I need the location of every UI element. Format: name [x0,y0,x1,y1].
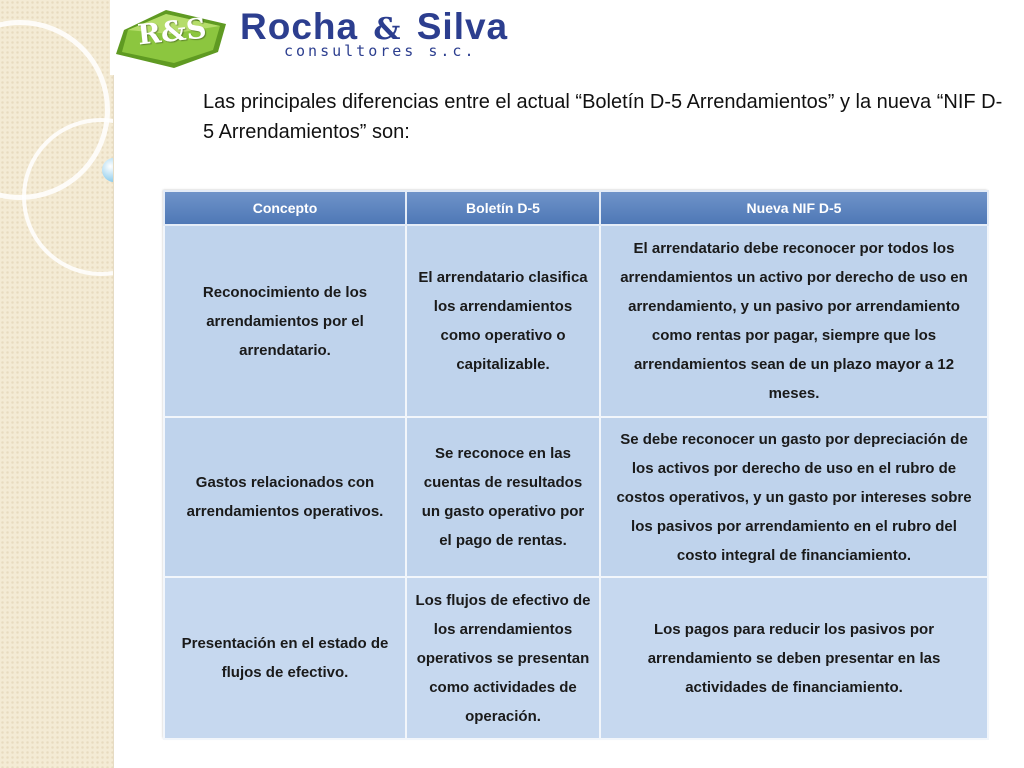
table-row [164,417,988,577]
company-logo [110,0,520,75]
company-name-ampersand: & [373,12,402,47]
header-concepto: Concepto [164,191,406,225]
cell-boletin: Los flujos de efectivo de los arrendamientos operativos se presentan como actividades de operación. [406,577,600,739]
company-subtitle: consultores s.c. [284,42,477,60]
company-name-part2: Silva [416,6,509,47]
cell-boletin: El arrendatario clasifica los arrendamientos como operativo o capitalizable. [406,225,600,417]
comparison-table-container [163,190,987,738]
cell-nif: El arrendatario debe reconocer por todos los arrendamientos un activo por derecho de uso en arrendamiento, y un pasivo por arrendamiento como rentas por pagar, siempre que los arrendamientos sean de un plazo mayor a 12 meses. [600,225,988,417]
comparison-table [163,190,989,740]
cell-concepto: Gastos relacionados con arrendamientos operativos. [164,417,406,577]
cell-nif: Se debe reconocer un gasto por depreciación de los activos por derecho de uso en el rubro de costos operativos, y un gasto por intereses sobre los pasivos por arrendamiento en el rubro del costo integral de financiamiento. [600,417,988,577]
cell-concepto: Presentación en el estado de flujos de efectivo. [164,577,406,739]
cell-boletin: Se reconoce en las cuentas de resultados un gasto operativo por el pago de rentas. [406,417,600,577]
decorative-side-strip [0,0,114,768]
logo-monogram: R&S [136,11,208,52]
header-boletin: Boletín D-5 [406,191,600,225]
cell-nif: Los pagos para reducir los pasivos por arrendamiento se deben presentar en las actividades de financiamiento. [600,577,988,739]
header-nif: Nueva NIF D-5 [600,191,988,225]
table-row [164,225,988,417]
table-row [164,577,988,739]
table-header-row [164,191,988,225]
intro-text: Las principales diferencias entre el actual “Boletín D-5 Arrendamientos” y la nueva “NIF D-5 Arrendamientos” son: [203,91,1003,143]
company-name-part1: Rocha [240,6,359,47]
cell-concepto: Reconocimiento de los arrendamientos por el arrendatario. [164,225,406,417]
